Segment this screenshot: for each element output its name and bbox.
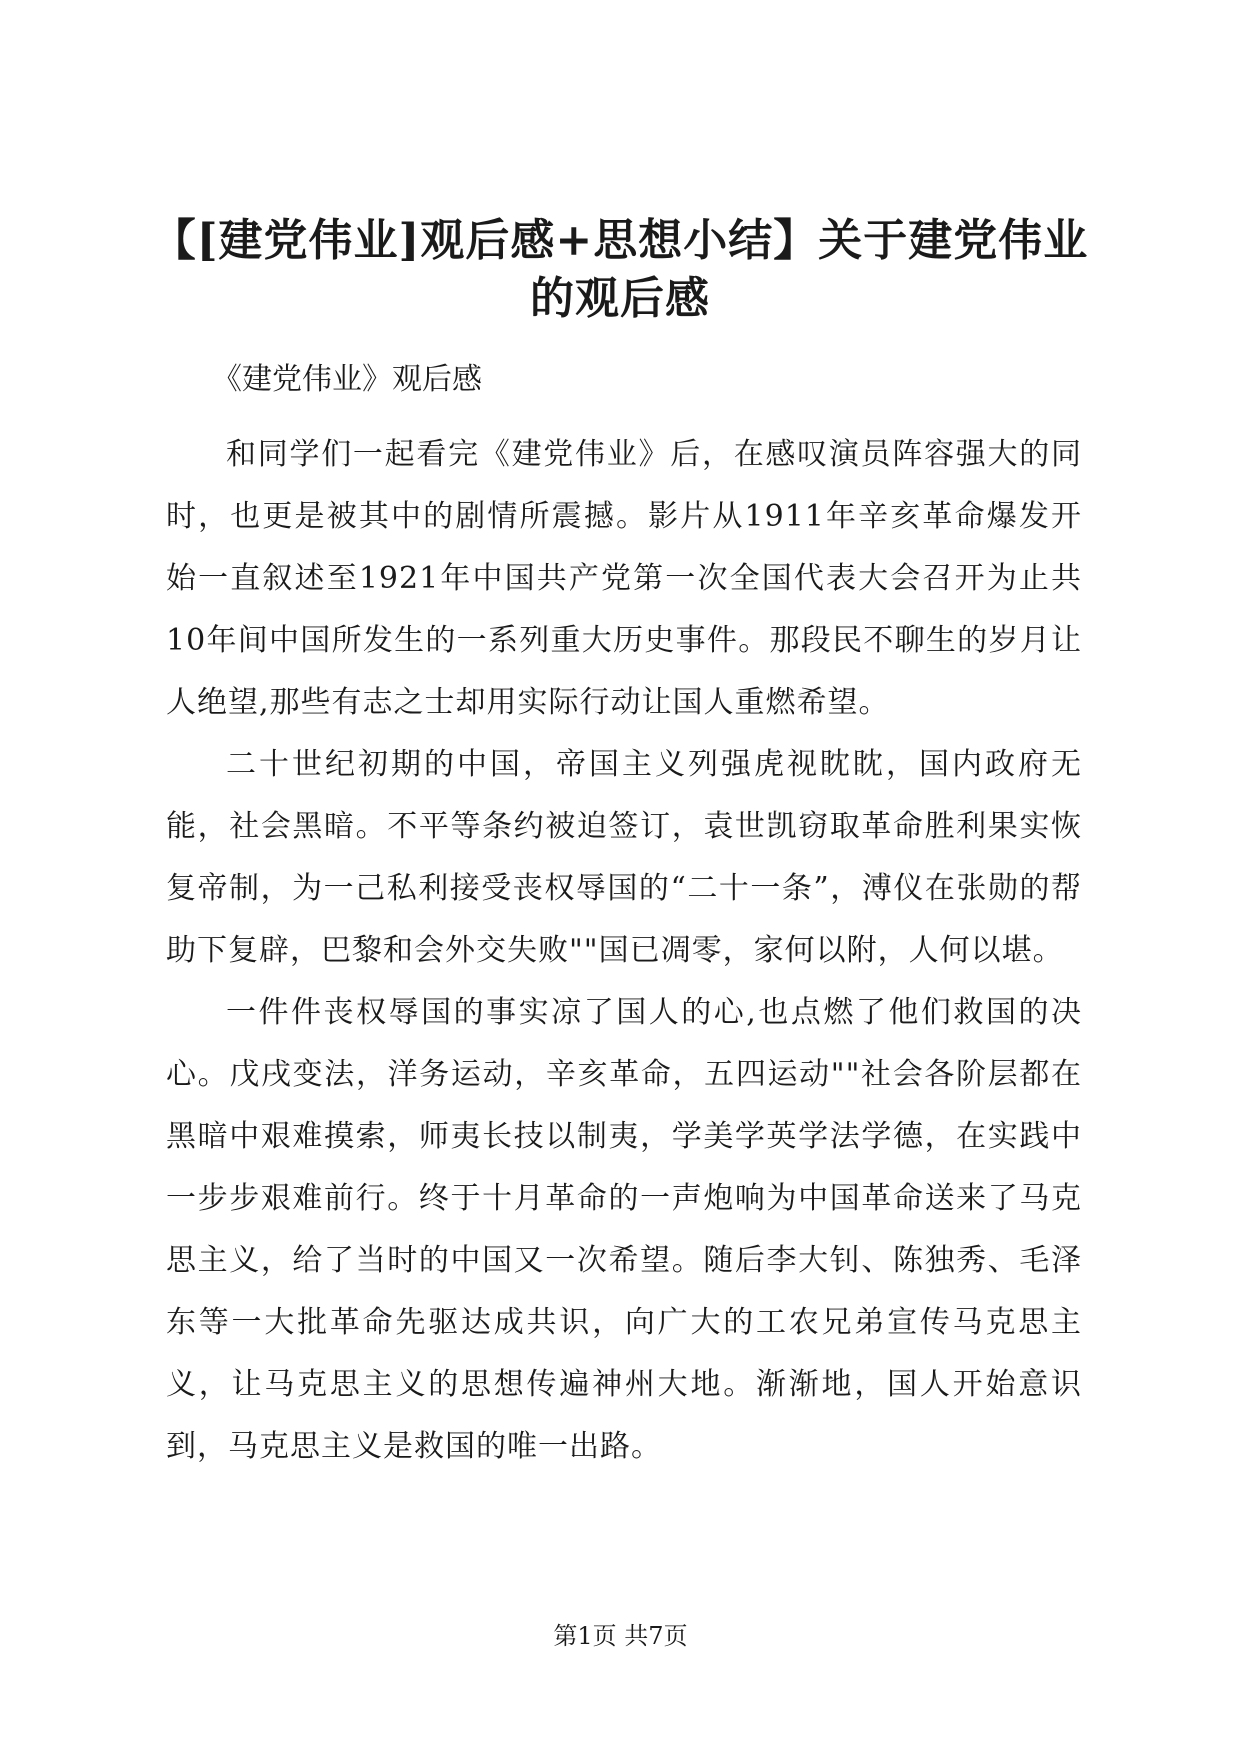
paragraph: 和同学们一起看完《建党伟业》后，在感叹演员阵容强大的同时，也更是被其中的剧情所震撼。影片从1911年辛亥革命爆发开始一直叙述至1921年中国共产党第一次全国代表大会召开为止共10年间中国所发生的一系列重大历史事件。那段民不聊生的岁月让人绝望,那些有志之士却用实际行动让国人重燃希望。 — [166, 437, 1082, 720]
page-footer: 第1页 共7页 — [553, 1622, 688, 1650]
document-subtitle: 《建党伟业》观后感 — [212, 362, 482, 397]
paragraph: 一件件丧权辱国的事实凉了国人的心,也点燃了他们救国的决心。戊戌变法，洋务运动，辛亥革命，五四运动""社会各阶层都在黑暗中艰难摸索，师夷长技以制夷，学美学英学法学德，在实践中一步步艰难前行。终于十月革命的一声炮响为中国革命送来了马克思主义，给了当时的中国又一次希望。随后李大钊、陈独秀、毛泽东等一大批革命先驱达成共识，向广大的工农兄弟宣传马克思主义，让马克思主义的思想传遍神州大地。渐渐地，国人开始意识到，马克思主义是救国的唯一出路。 — [166, 995, 1082, 1464]
document-body — [166, 424, 1082, 1478]
paragraph: 二十世纪初期的中国，帝国主义列强虎视眈眈，国内政府无能，社会黑暗。不平等条约被迫签订，袁世凯窃取革命胜利果实恢复帝制，为一己私利接受丧权辱国的“二十一条”，溥仪在张勋的帮助下复辟，巴黎和会外交失败""国已凋零，家何以附，人何以堪。 — [166, 747, 1082, 968]
document-title: 【[建党伟业]观后感+思想小结】关于建党伟业的观后感 — [151, 215, 1089, 324]
